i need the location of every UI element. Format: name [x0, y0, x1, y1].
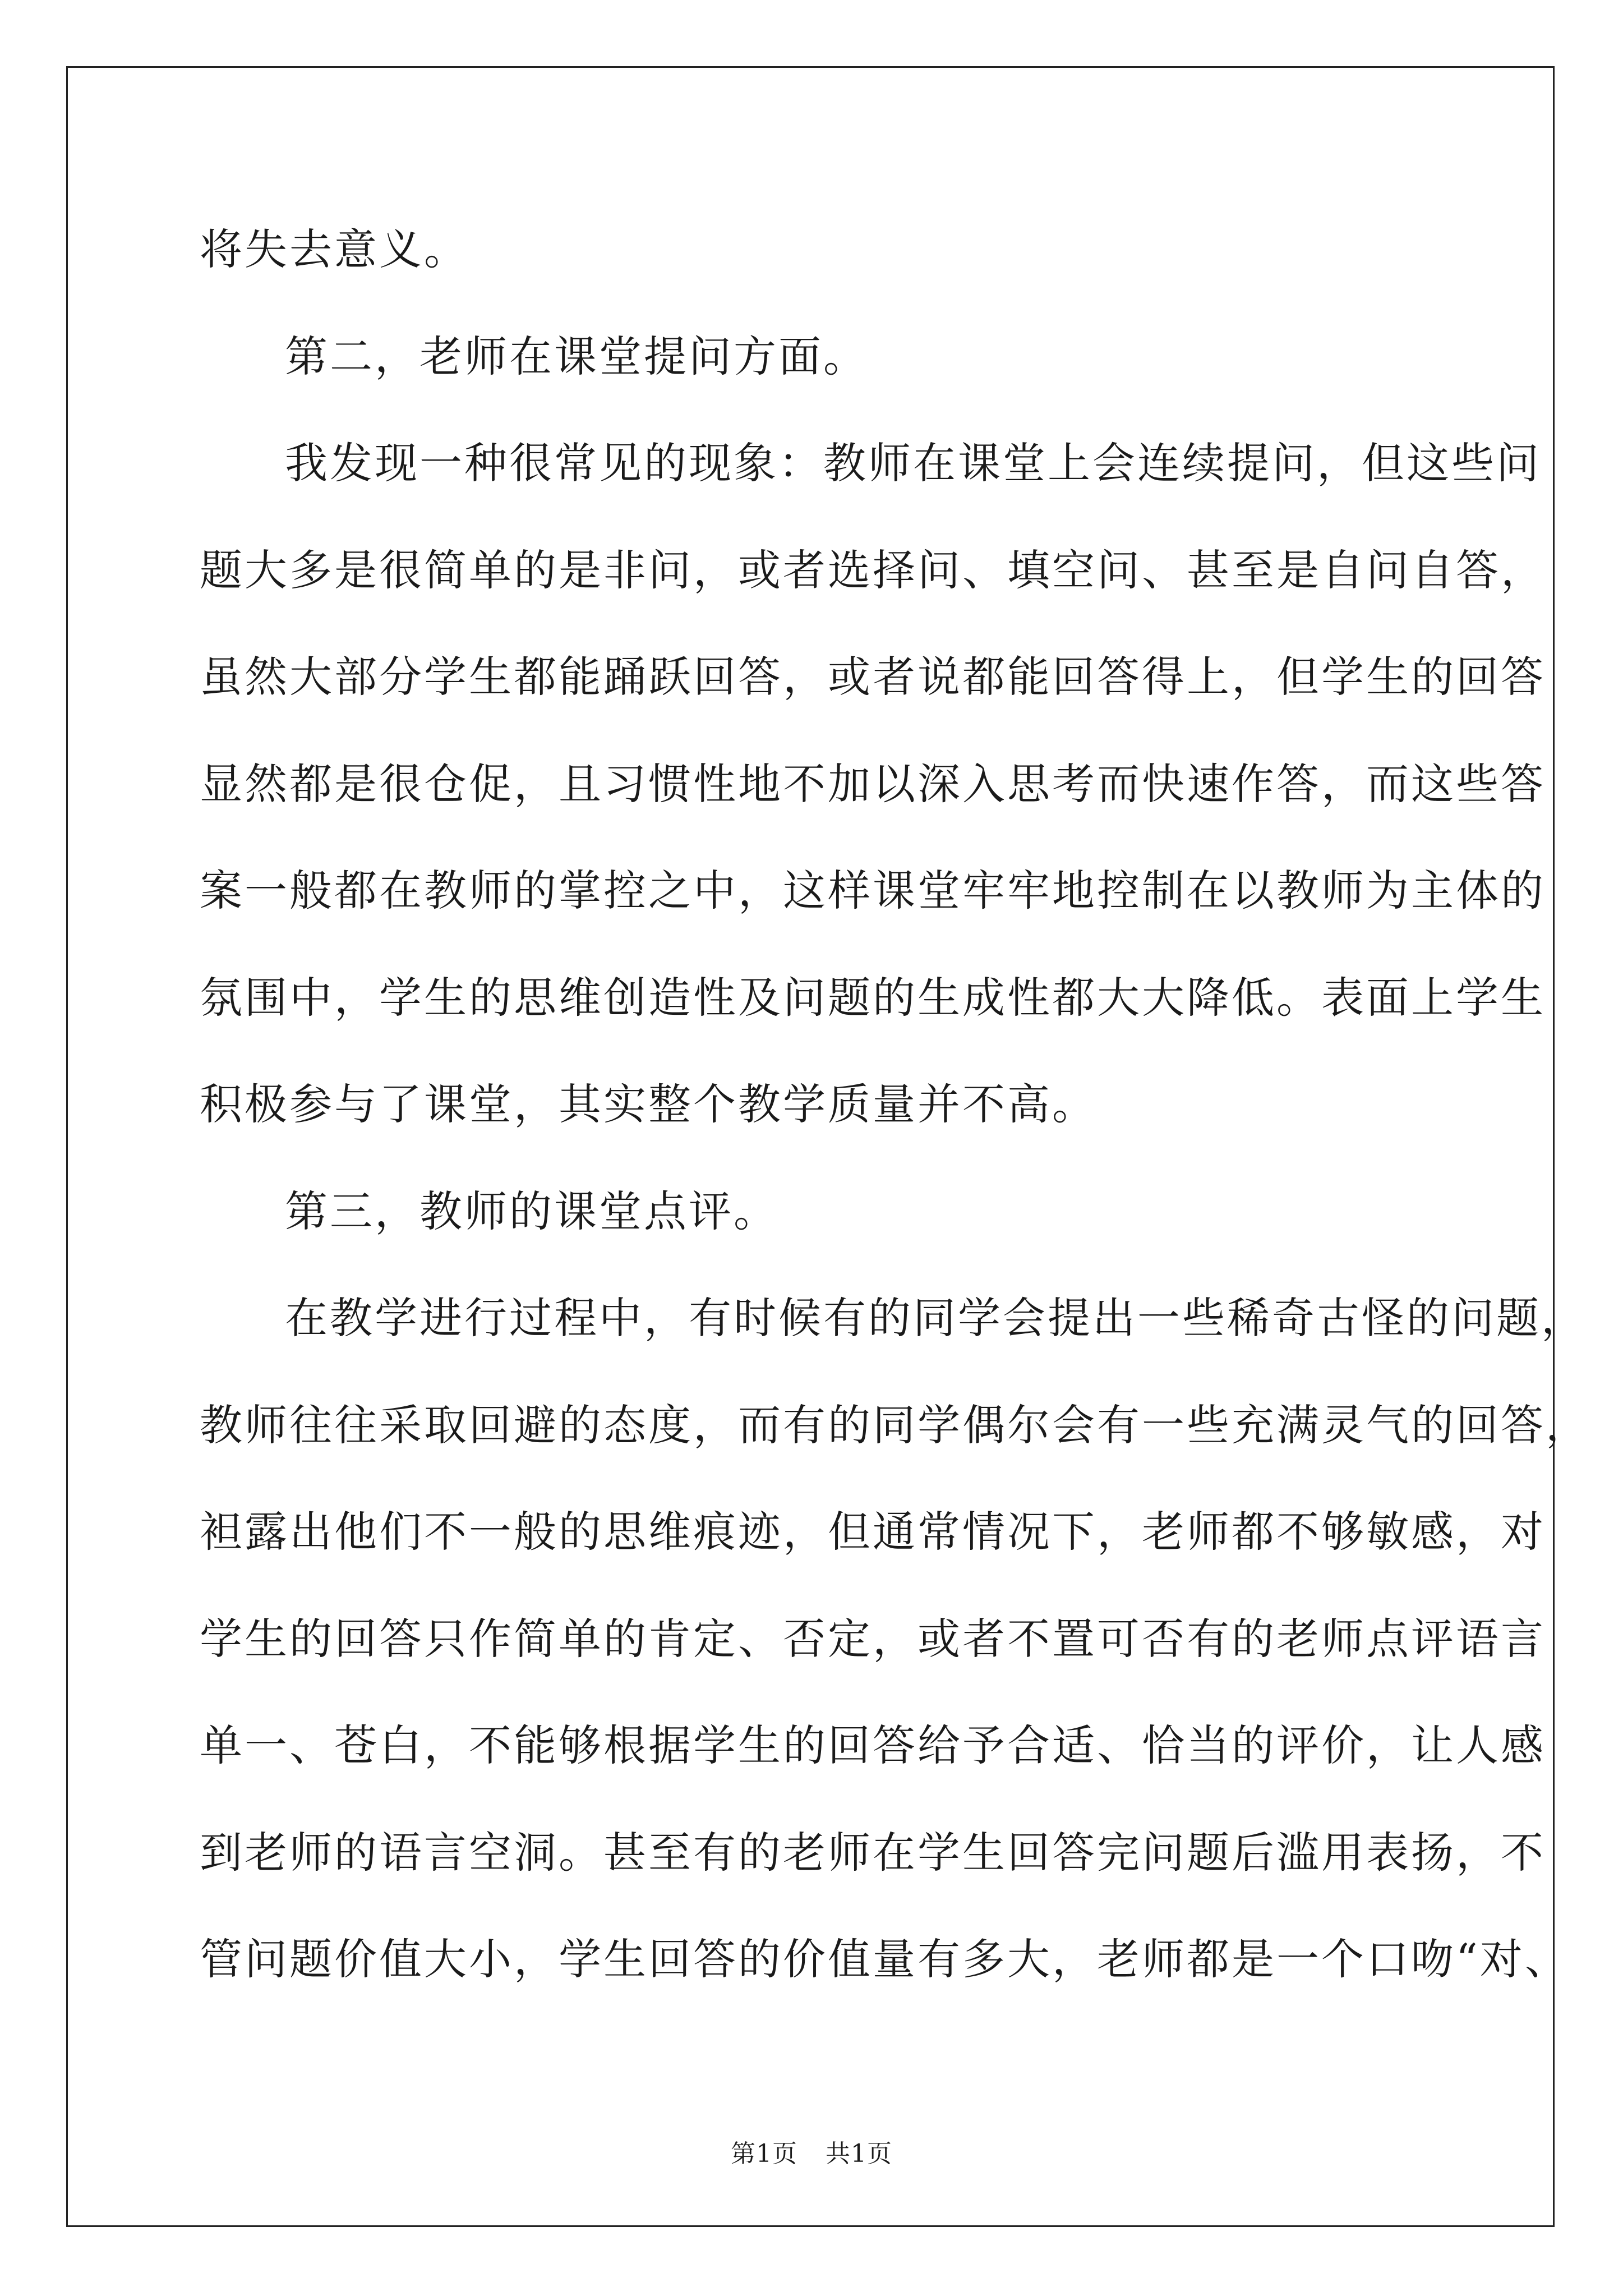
text-line: 积极参与了课堂，其实整个教学质量并不高。 — [200, 1079, 1097, 1129]
document-body — [200, 196, 1590, 2013]
text-line: 将失去意义。 — [200, 224, 469, 274]
text-line: 我发现一种很常见的现象：教师在课堂上会连续提问，但这些问 — [285, 438, 1541, 488]
text-line: 单一、苍白，不能够根据学生的回答给予合适、恰当的评价，让人感 — [200, 1720, 1546, 1770]
text-line: 学生的回答只作简单的肯定、否定，或者不置可否有的老师点评语言 — [200, 1613, 1546, 1664]
section-heading-line: 第三，教师的课堂点评。 — [285, 1186, 778, 1236]
text-line: 虽然大部分学生都能踊跃回答，或者说都能回答得上，但学生的回答 — [200, 652, 1546, 702]
text-line: 题大多是很简单的是非问，或者选择问、填空问、甚至是自问自答， — [200, 545, 1546, 595]
page-number: 第1页 — [731, 2139, 797, 2168]
section-heading-line: 第二，老师在课堂提问方面。 — [285, 331, 868, 381]
text-line: 案一般都在教师的掌控之中，这样课堂牢牢地控制在以教师为主体的 — [200, 866, 1546, 915]
text-line: 教师往往采取回避的态度，而有的同学偶尔会有一些充满灵气的回答， — [200, 1400, 1590, 1450]
page-footer — [0, 2137, 1623, 2171]
text-line: 袒露出他们不一般的思维痕迹，但通常情况下，老师都不够敏感，对 — [200, 1507, 1546, 1557]
text-line: 到老师的语言空洞。甚至有的老师在学生回答完问题后滥用表扬，不 — [200, 1827, 1546, 1878]
text-line: 管问题价值大小，学生回答的价值量有多大，老师都是一个口吻“对、 — [200, 1934, 1570, 1984]
text-line: 氛围中，学生的思维创造性及问题的生成性都大大降低。表面上学生 — [200, 972, 1546, 1023]
page-total: 共1页 — [826, 2139, 892, 2168]
text-line: 显然都是很仓促，且习惯性地不加以深入思考而快速作答，而这些答 — [200, 758, 1546, 809]
text-line: 在教学进行过程中，有时候有的同学会提出一些稀奇古怪的问题， — [285, 1293, 1586, 1343]
